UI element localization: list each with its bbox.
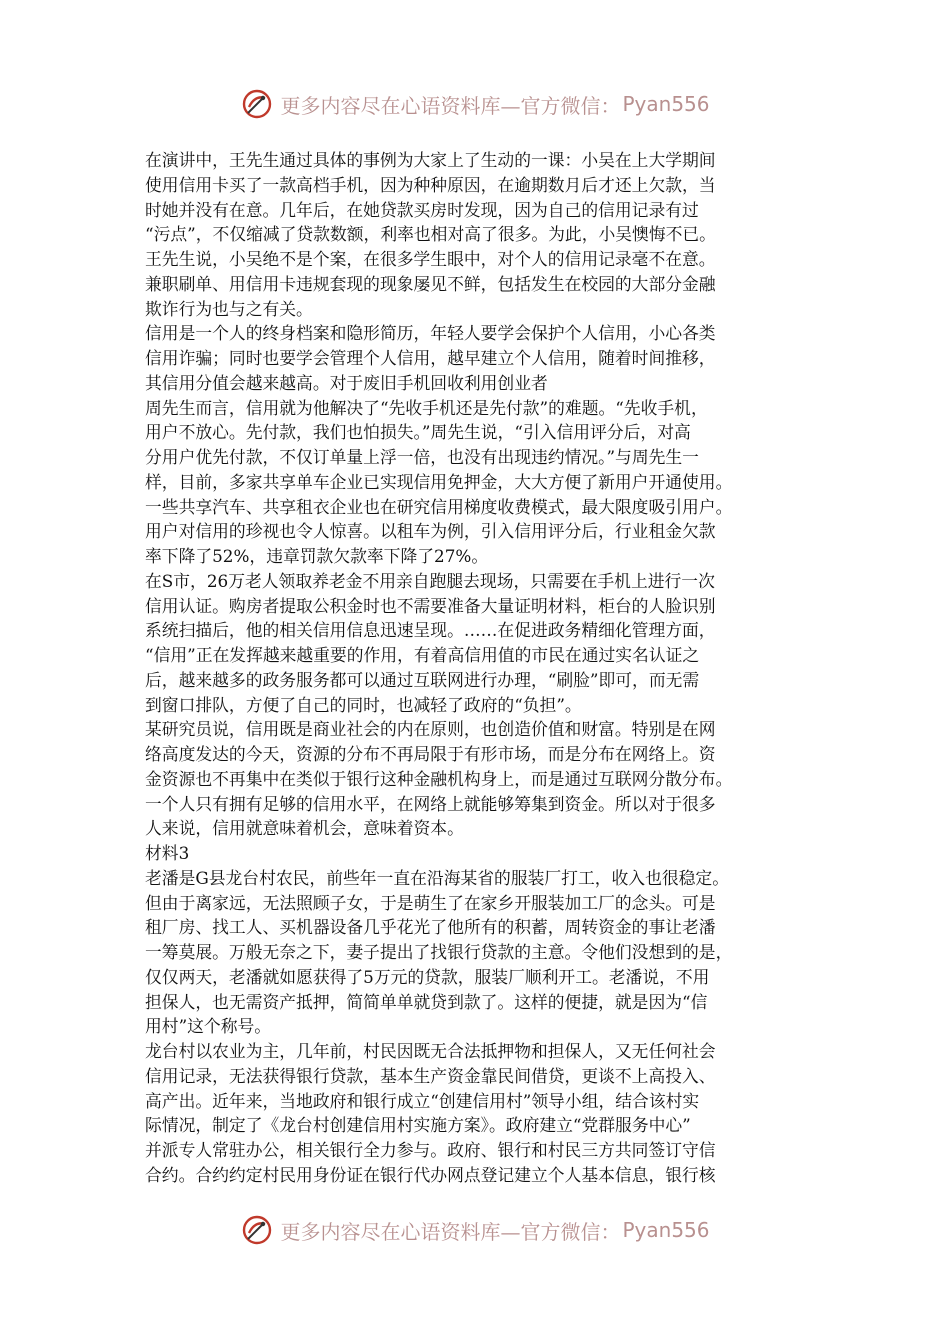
text-line: 使用信用卡买了一款高档手机，因为种种原因，在逾期数月后才还上欠款，当: [145, 174, 716, 195]
text-line: 用户对信用的珍视也令人惊喜。以租车为例，引入信用评分后，行业租金欠款: [145, 521, 716, 542]
wechat-id: Pyan556: [622, 1218, 710, 1242]
text-line: 际情况，制定了《龙台村创建信用村实施方案》。政府建立“党群服务中心”: [145, 1115, 691, 1136]
text-line: 时她并没有在意。几年后，在她贷款买房时发现，因为自己的信用记录有过: [145, 199, 699, 220]
text-line: 仅仅两天，老潘就如愿获得了5万元的贷款，服装厂顺利开工。老潘说，不用: [145, 966, 710, 987]
text-line: 王先生说，小吴绝不是个案，在很多学生眼中，对个人的信用记录毫不在意。: [145, 249, 716, 269]
text-line: 用村”这个称号。: [145, 1016, 272, 1037]
text-line: “信用”正在发挥越来越重要的作用，有着高信用值的市民在通过实名认证之: [145, 645, 700, 665]
text-line: 龙台村以农业为主，几年前，村民因既无合法抵押物和担保人，又无任何社会: [145, 1041, 716, 1061]
header-watermark: [0, 86, 950, 122]
footer-watermark: [0, 1212, 950, 1248]
text-line: “污点”，不仅缩减了贷款数额，利率也相对高了很多。为此，小吴懊悔不已。: [145, 224, 716, 245]
logo-icon: [240, 1213, 274, 1247]
text-line: 信用认证。购房者提取公积金时也不需要准备大量证明材料，柜台的人脸识别: [145, 595, 716, 616]
text-line: 到窗口排队，方便了自己的同时，也减轻了政府的“负担”。: [145, 694, 582, 715]
text-line: 率下降了52%，违章罚款欠款率下降了27%。: [145, 546, 489, 566]
text-line: 一筹莫展。万般无奈之下，妻子提出了找银行贷款的主意。令他们没想到的是，: [145, 942, 733, 962]
wechat-id: Pyan556: [622, 92, 710, 116]
text-line: 合约。合约约定村民用身份证在银行代办网点登记建立个人基本信息，银行核: [145, 1164, 716, 1185]
text-line: 老潘是G县龙台村农民，前些年一直在沿海某省的服装厂打工，收入也很稳定。: [145, 867, 729, 888]
text-line: 在S市，26万老人领取养老金不用亲自跑腿去现场，只需要在手机上进行一次: [145, 570, 715, 591]
text-line: 人来说，信用就意味着机会，意味着资本。: [145, 818, 464, 839]
text-line: 金资源也不再集中在类似于银行这种金融机构身上，而是通过互联网分散分布。: [145, 768, 733, 789]
text-line: 材料3: [145, 843, 190, 863]
text-line: 兼职刷单、用信用卡违规套现的现象屡见不鲜，包括发生在校园的大部分金融: [145, 273, 716, 294]
text-line: 一个人只有拥有足够的信用水平，在网络上就能够筹集到资金。所以对于很多: [145, 793, 716, 814]
logo-icon: [240, 87, 274, 121]
text-line: 并派专人常驻办公，相关银行全力参与。政府、银行和村民三方共同签订守信: [145, 1140, 716, 1160]
watermark-text: 更多内容尽在心语资料库—官方微信：: [280, 1219, 621, 1244]
text-line: 分用户优先付款，不仅订单量上浮一倍，也没有出现违约情况。”与周先生一: [145, 447, 699, 467]
text-line: 租厂房、找工人、买机器设备几乎花光了他所有的积蓄，周转资金的事让老潘: [145, 917, 716, 938]
text-line: 络高度发达的今天，资源的分布不再局限于有形市场，而是分布在网络上。资: [145, 744, 716, 764]
text-line: 高产出。近年来，当地政府和银行成立“创建信用村”领导小组，结合该村实: [145, 1090, 700, 1111]
text-line: 其信用分值会越来越高。对于废旧手机回收利用创业者: [145, 372, 548, 393]
text-line: 但由于离家远，无法照顾子女，于是萌生了在家乡开服装加工厂的念头。可是: [145, 892, 716, 913]
watermark-text: 更多内容尽在心语资料库—官方微信：: [280, 93, 621, 118]
text-line: 系统扫描后，他的相关信用信息迅速呈现。……在促进政务精细化管理方面，: [145, 620, 716, 641]
text-line: 某研究员说，信用既是商业社会的内在原则，也创造价值和财富。特别是在网: [145, 719, 716, 740]
text-line: 用户不放心。先付款，我们也怕损失。”周先生说，“引入信用评分后，对高: [145, 422, 691, 443]
text-line: 担保人，也无需资产抵押，简简单单就贷到款了。这样的便捷，就是因为“信: [145, 991, 708, 1012]
text-line: 信用诈骗；同时也要学会管理个人信用，越早建立个人信用，随着时间推移，: [145, 348, 716, 368]
text-line: 样，目前，多家共享单车企业已实现信用免押金，大大方便了新用户开通使用。: [145, 471, 733, 492]
text-line: 后，越来越多的政务服务都可以通过互联网进行办理，“刷脸”即可，而无需: [145, 669, 700, 690]
document-body: [145, 148, 820, 1188]
text-line: 一些共享汽车、共享租衣企业也在研究信用梯度收费模式，最大限度吸引用户。: [145, 496, 733, 517]
text-line: 周先生而言，信用就为他解决了“先收手机还是先付款”的难题。“先收手机，: [145, 397, 708, 418]
text-line: 信用是一个人的终身档案和隐形简历，年轻人要学会保护个人信用，小心各类: [145, 323, 716, 344]
text-line: 信用记录，无法获得银行贷款，基本生产资金靠民间借贷，更谈不上高投入、: [145, 1065, 716, 1086]
text-line: 在演讲中，王先生通过具体的事例为大家上了生动的一课：小吴在上大学期间: [145, 150, 716, 170]
text-line: 欺诈行为也与之有关。: [145, 298, 313, 319]
